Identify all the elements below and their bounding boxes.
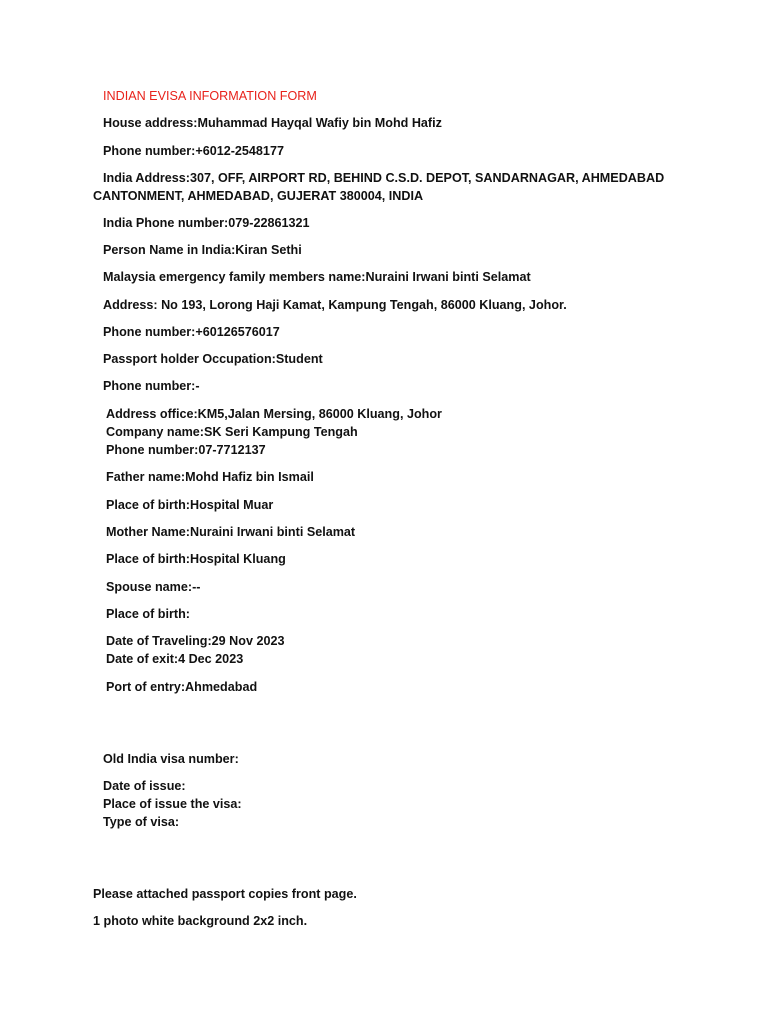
mother-name-line: Mother Name:Nuraini Irwani binti Selamat <box>106 525 356 539</box>
office-address-line: Address office:KM5,Jalan Mersing, 86000 Kluang, Johor <box>106 407 442 421</box>
passport-copy-note: Please attached passport copies front page. <box>93 887 357 901</box>
phone-number-line: Phone number:+6012-2548177 <box>103 144 284 158</box>
india-address-continued-line: CANTONMENT, AHMEDABAD, GUJERAT 380004, INDIA <box>93 189 424 203</box>
india-address-line: India Address:307, OFF, AIRPORT RD, BEHIND C.S.D. DEPOT, SANDARNAGAR, AHMEDABAD <box>103 171 665 185</box>
father-name-line: Father name:Mohd Hafiz bin Ismail <box>106 470 314 484</box>
old-visa-number-line: Old India visa number: <box>103 752 239 766</box>
port-of-entry-line: Port of entry:Ahmedabad <box>106 680 258 694</box>
emergency-contact-line: Malaysia emergency family members name:Nuraini Irwani binti Selamat <box>103 270 531 284</box>
company-phone-line: Phone number:07-7712137 <box>106 443 266 457</box>
occupation-phone-line: Phone number:- <box>103 379 200 393</box>
spouse-birthplace-line: Place of birth: <box>106 607 190 621</box>
emergency-phone-line: Phone number:+60126576017 <box>103 325 280 339</box>
photo-requirement-note: 1 photo white background 2x2 inch. <box>93 914 308 928</box>
person-in-india-line: Person Name in India:Kiran Sethi <box>103 243 302 257</box>
father-birthplace-line: Place of birth:Hospital Muar <box>106 498 274 512</box>
house-address-line: House address:Muhammad Hayqal Wafiy bin Mohd Hafiz <box>103 116 442 130</box>
exit-date-line: Date of exit:4 Dec 2023 <box>106 652 244 666</box>
visa-type-line: Type of visa: <box>103 815 180 829</box>
visa-issue-place-line: Place of issue the visa: <box>103 797 242 811</box>
company-name-line: Company name:SK Seri Kampung Tengah <box>106 425 358 439</box>
visa-issue-date-line: Date of issue: <box>103 779 186 793</box>
india-phone-line: India Phone number:079-22861321 <box>103 216 310 230</box>
spouse-name-line: Spouse name:-- <box>106 580 201 594</box>
occupation-line: Passport holder Occupation:Student <box>103 352 323 366</box>
mother-birthplace-line: Place of birth:Hospital Kluang <box>106 552 286 566</box>
emergency-address-line: Address: No 193, Lorong Haji Kamat, Kampung Tengah, 86000 Kluang, Johor. <box>103 298 567 312</box>
travel-date-line: Date of Traveling:29 Nov 2023 <box>106 634 285 648</box>
form-title: INDIAN EVISA INFORMATION FORM <box>103 89 317 103</box>
